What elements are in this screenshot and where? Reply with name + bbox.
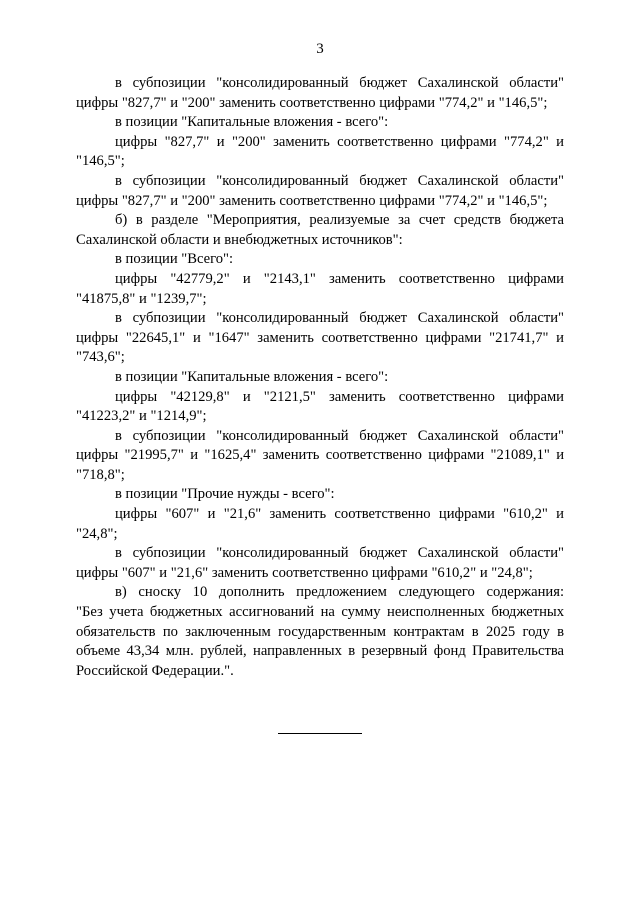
paragraph: в позиции "Капитальные вложения - всего": bbox=[115, 114, 389, 131]
end-divider-line bbox=[278, 733, 362, 734]
paragraph: в позиции "Прочие нужды - всего": bbox=[115, 486, 335, 503]
paragraph: в позиции "Всего": bbox=[115, 251, 234, 268]
paragraph: в) сноску 10 дополнить предложением следующего содержания: bbox=[115, 584, 564, 601]
paragraph: в субпозиции "консолидированный бюджет Сахалинской области" цифры "22645,1" и "1647" заменить соответственно цифрами "21741,7" и "743,6"; bbox=[76, 310, 564, 366]
paragraph: цифры "827,7" и "200" заменить соответственно цифрами "774,2" и "146,5"; bbox=[76, 133, 564, 170]
paragraph: цифры "42129,8" и "2121,5" заменить соответственно цифрами "41223,2" и "1214,9"; bbox=[76, 388, 564, 425]
paragraph: цифры "42779,2" и "2143,1" заменить соответственно цифрами "41875,8" и "1239,7"; bbox=[76, 270, 564, 307]
page-number: 3 bbox=[316, 41, 324, 57]
paragraph: б) в разделе "Мероприятия, реализуемые за счет средств бюджета Сахалинской области и внебюджетных источников": bbox=[76, 212, 564, 248]
quoted-footnote-text: "Без учета бюджетных ассигнований на сумму неисполненных бюджетных обязательств по заключенным государственным контрактам в 2025 году в объеме 43,34 млн. рублей, направленных в резервный фонд Правительства Российской Федерации.". bbox=[76, 604, 564, 679]
paragraph: в субпозиции "консолидированный бюджет Сахалинской области" цифры "827,7" и "200" заменить соответственно цифрами "774,2" и "146,5"; bbox=[76, 172, 564, 209]
paragraph: в субпозиции "консолидированный бюджет Сахалинской области" цифры "607" и "21,6" заменить соответственно цифрами "610,2" и "24,8"; bbox=[76, 545, 564, 581]
paragraph: в субпозиции "консолидированный бюджет Сахалинской области" цифры "21995,7" и "1625,4" заменить соответственно цифрами "21089,1" и "718,8"; bbox=[76, 427, 564, 483]
paragraph: в субпозиции "консолидированный бюджет Сахалинской области" цифры "827,7" и "200" заменить соответственно цифрами "774,2" и "146,5"; bbox=[76, 75, 564, 111]
paragraph: в позиции "Капитальные вложения - всего": bbox=[115, 368, 389, 385]
paragraph: цифры "607" и "21,6" заменить соответственно цифрами "610,2" и "24,8"; bbox=[76, 506, 564, 542]
document-body bbox=[76, 74, 564, 681]
